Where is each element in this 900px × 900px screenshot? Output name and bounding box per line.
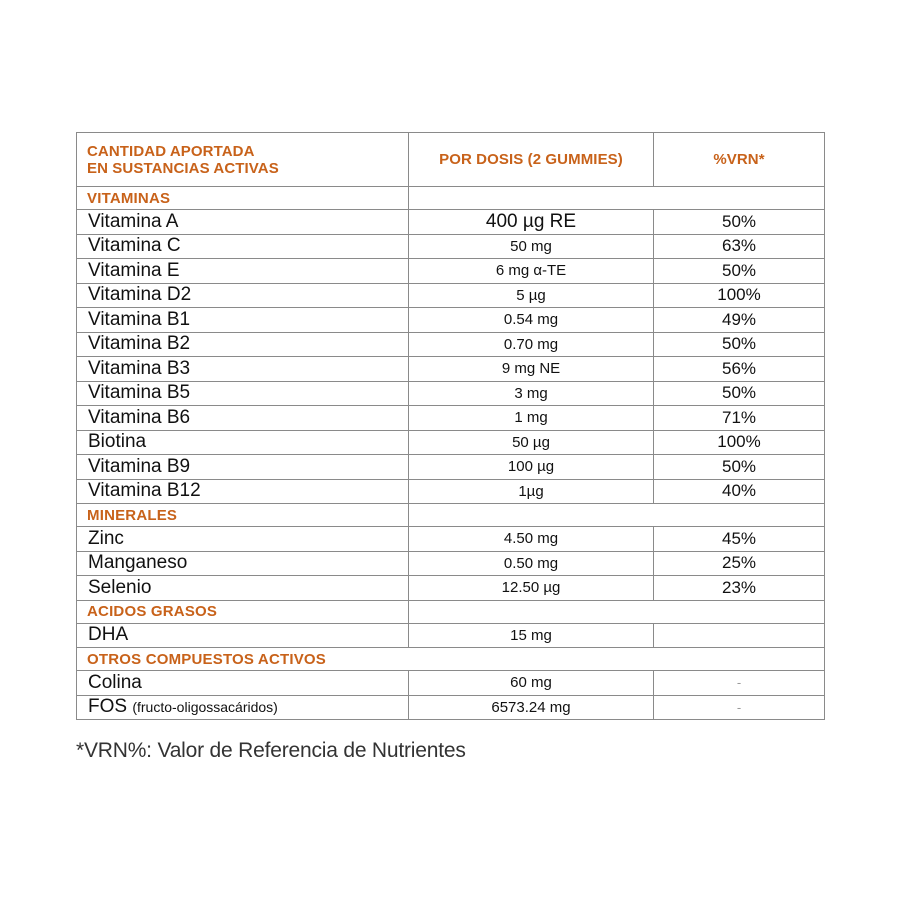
nutrition-table (76, 132, 825, 720)
table-row (77, 381, 825, 406)
nutrient-dose: 50 µg (409, 430, 654, 455)
table-row (77, 551, 825, 576)
nutrient-vrn: 50% (654, 332, 825, 357)
table-row (77, 623, 825, 648)
table-row (77, 357, 825, 382)
nutrient-dose: 50 mg (409, 234, 654, 259)
header-per-dose: POR DOSIS (2 GUMMIES) (409, 133, 654, 187)
nutrient-dose: 400 µg RE (409, 210, 654, 235)
section-row-otros-compuestos (77, 648, 825, 671)
table-row (77, 527, 825, 552)
nutrient-dose: 60 mg (409, 671, 654, 696)
nutrient-name: Vitamina B2 (77, 332, 409, 357)
nutrient-dose: 5 µg (409, 283, 654, 308)
nutrient-vrn: 25% (654, 551, 825, 576)
nutrient-name: Vitamina B5 (77, 381, 409, 406)
header-substances-line2: EN SUSTANCIAS ACTIVAS (87, 159, 279, 177)
section-label-vitaminas: VITAMINAS (77, 187, 409, 210)
nutrient-name-cell (77, 695, 409, 720)
table-row (77, 671, 825, 696)
nutrient-name: Vitamina B3 (77, 357, 409, 382)
section-row-minerales (77, 504, 825, 527)
table-row (77, 430, 825, 455)
nutrient-dose: 3 mg (409, 381, 654, 406)
table-row (77, 259, 825, 284)
nutrient-name: Vitamina B12 (77, 479, 409, 504)
nutrient-dose: 6 mg α-TE (409, 259, 654, 284)
table-row (77, 308, 825, 333)
nutrient-name: Zinc (77, 527, 409, 552)
nutrient-dose: 6573.24 mg (409, 695, 654, 720)
nutrient-vrn: 56% (654, 357, 825, 382)
nutrient-name-subtext: (fructo-oligossacáridos) (132, 699, 278, 716)
nutrient-name: DHA (77, 623, 409, 648)
nutrient-name: Selenio (77, 576, 409, 601)
nutrient-dose: 4.50 mg (409, 527, 654, 552)
nutrient-vrn: 71% (654, 406, 825, 431)
nutrient-vrn: 23% (654, 576, 825, 601)
nutrient-name: Vitamina B1 (77, 308, 409, 333)
table-row (77, 210, 825, 235)
nutrition-table-container (76, 132, 824, 720)
section-label-minerales: MINERALES (77, 504, 409, 527)
nutrient-vrn: 49% (654, 308, 825, 333)
nutrient-vrn: - (654, 695, 825, 720)
section-empty-cell (409, 187, 825, 210)
nutrient-vrn: - (654, 671, 825, 696)
nutrient-dose: 1µg (409, 479, 654, 504)
nutrient-name: Vitamina B9 (77, 455, 409, 480)
nutrient-name: Vitamina E (77, 259, 409, 284)
nutrient-dose: 0.50 mg (409, 551, 654, 576)
nutrient-name: Vitamina A (77, 210, 409, 235)
section-label-acidos-grasos: ACIDOS GRASOS (77, 600, 409, 623)
nutrient-name: Biotina (77, 430, 409, 455)
nutrient-dose: 100 µg (409, 455, 654, 480)
nutrient-name: Vitamina B6 (77, 406, 409, 431)
table-row (77, 406, 825, 431)
table-row (77, 576, 825, 601)
header-substances (77, 133, 409, 187)
section-row-acidos-grasos (77, 600, 825, 623)
nutrient-dose: 9 mg NE (409, 357, 654, 382)
table-row (77, 695, 825, 720)
table-row (77, 234, 825, 259)
header-vrn: %VRN* (654, 133, 825, 187)
nutrient-vrn: 45% (654, 527, 825, 552)
header-substances-line1: CANTIDAD APORTADA (87, 142, 255, 160)
nutrient-vrn: 50% (654, 210, 825, 235)
section-empty-cell (409, 600, 825, 623)
section-label-otros-compuestos: OTROS COMPUESTOS ACTIVOS (77, 648, 825, 671)
nutrient-vrn: 63% (654, 234, 825, 259)
nutrient-dose: 0.70 mg (409, 332, 654, 357)
table-row (77, 455, 825, 480)
nutrient-vrn: 50% (654, 455, 825, 480)
section-row-vitaminas (77, 187, 825, 210)
table-row (77, 283, 825, 308)
nutrient-vrn: 50% (654, 381, 825, 406)
table-header-row (77, 133, 825, 187)
nutrient-dose: 12.50 µg (409, 576, 654, 601)
section-empty-cell (409, 504, 825, 527)
nutrient-name: Colina (77, 671, 409, 696)
nutrient-name: FOS (88, 696, 128, 718)
nutrient-vrn: 100% (654, 283, 825, 308)
nutrient-vrn: 50% (654, 259, 825, 284)
nutrient-name: Vitamina C (77, 234, 409, 259)
nutrient-name: Vitamina D2 (77, 283, 409, 308)
nutrient-dose: 1 mg (409, 406, 654, 431)
nutrient-vrn (654, 623, 825, 648)
nutrient-dose: 15 mg (409, 623, 654, 648)
table-row (77, 332, 825, 357)
nutrient-vrn: 40% (654, 479, 825, 504)
table-row (77, 479, 825, 504)
footnote: *VRN%: Valor de Referencia de Nutrientes (76, 739, 466, 762)
nutrient-vrn: 100% (654, 430, 825, 455)
nutrient-name: Manganeso (77, 551, 409, 576)
nutrient-dose: 0.54 mg (409, 308, 654, 333)
